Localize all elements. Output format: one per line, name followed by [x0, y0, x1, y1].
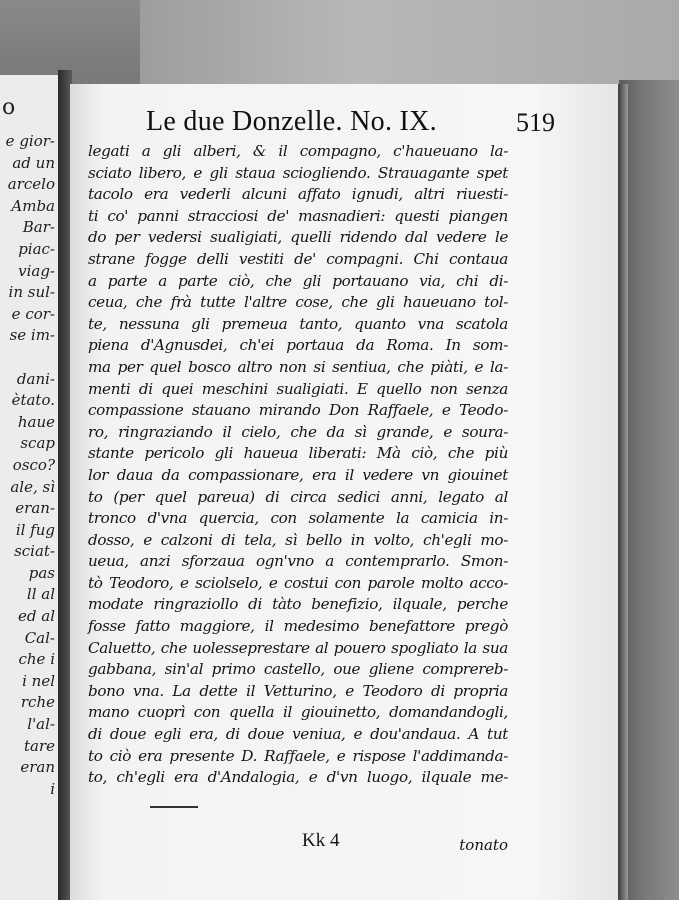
- wooden-board: [140, 0, 679, 90]
- text-line: mano cuoprì con quella il giouinetto, domandandogli,: [88, 703, 508, 722]
- text-line: to, ch'egli era d'Andalogia, e d'vn luogo, ilquale me-: [88, 768, 508, 787]
- left-text-fragment: viag-: [18, 261, 55, 280]
- text-line: to (per quel pareua) di circa sedici anni, legato al: [88, 487, 508, 506]
- text-line: menti di quei meschini sualigiati. E quello non senza: [88, 379, 508, 398]
- text-line: fosse fatto maggiore, il medesimo benefattore pregò: [88, 617, 508, 636]
- left-text-fragment: rche: [20, 693, 55, 712]
- text-line: to ciò era presente D. Raffaele, e rispose l'addimanda-: [88, 746, 508, 765]
- text-line: tronco d'vna quercia, con solamente la camicia in-: [88, 509, 508, 528]
- left-text-fragment: ètato.: [11, 391, 55, 410]
- left-text-fragment: i: [50, 779, 55, 798]
- text-line: strane fogge delli vestiti de' compagni. Chi contaua: [88, 249, 508, 268]
- text-line: modate ringraziollo di tàto benefizio, ilquale, perche: [88, 595, 508, 614]
- left-text-fragment: ale, sì: [10, 477, 55, 496]
- text-line: bono vna. La dette il Vetturino, e Teodoro di propria: [88, 681, 508, 700]
- left-text-fragment: ed al: [18, 607, 55, 626]
- underline-mark: [150, 806, 198, 808]
- catchword: tonato: [459, 836, 508, 854]
- left-text-fragment: [0, 347, 58, 369]
- page-edge: [618, 84, 628, 900]
- left-text-fragment: i nel: [22, 671, 55, 690]
- left-text-fragment: eran-: [15, 499, 55, 518]
- text-line: ma per quel bosco altro non si sentiua, che piàti, e la-: [88, 357, 508, 376]
- text-line: di doue egli era, di doue veniua, e dou'andaua. A tut: [88, 725, 508, 744]
- text-line: te, nessuna gli premeua tanto, quanto vna scatola: [88, 314, 508, 333]
- signature-mark: Kk 4: [302, 830, 340, 851]
- text-line: legati a gli alberi, & il compagno, c'haueuano la-: [88, 142, 508, 160]
- text-line: gabbana, sin'al primo castello, oue gliene comprereb-: [88, 660, 508, 679]
- left-text-fragment: l'al-: [27, 715, 55, 734]
- left-text-fragment: e gior-: [5, 132, 55, 150]
- page-number: 519: [516, 108, 555, 137]
- left-text-fragment: osco?: [12, 455, 55, 474]
- text-line: do per vedersi sualigiati, quelli ridendo dal vedere le: [88, 228, 508, 247]
- left-page-text: [0, 131, 58, 800]
- text-line: compassione stauano mirando Don Raffaele, e Teodo-: [88, 401, 508, 420]
- body-text: [88, 141, 508, 789]
- text-line: tò Teodoro, e sciolselo, e costui con parole molto acco-: [88, 573, 508, 592]
- running-title: Le due Donzelle. No. IX.: [146, 106, 437, 137]
- text-line: a parte a parte ciò, che gli portauano via, chi di-: [88, 271, 508, 290]
- left-text-fragment: dani-: [16, 369, 55, 388]
- text-line: stante pericolo gli haueua liberati: Mà ciò, che più: [88, 444, 508, 463]
- text-line: Caluetto, che uolesseprestare al pouero spogliato la sua: [88, 638, 508, 657]
- left-text-fragment: scap: [20, 434, 55, 453]
- text-line: ceua, che frà tutte l'altre cose, che gli haueuano tol-: [88, 293, 508, 312]
- left-text-fragment: ll al: [26, 585, 55, 604]
- left-text-fragment: tare: [23, 736, 55, 755]
- text-line: piena d'Agnusdei, ch'ei portaua da Roma. In som-: [88, 336, 508, 355]
- book-cover-edge: [619, 80, 679, 900]
- text-line: ro, ringraziando il cielo, che da sì grande, e soura-: [88, 422, 508, 441]
- left-text-fragment: eran: [20, 758, 55, 777]
- left-text-fragment: pas: [28, 563, 55, 582]
- text-line: ueua, anzi sforzaua ogn'vno a contemprarlo. Smon-: [88, 552, 508, 571]
- left-text-fragment: Bar-: [22, 218, 55, 237]
- left-text-fragment: in sul-: [8, 283, 55, 302]
- text-line: sciato libero, e gli staua sciogliendo. Strauagante spet: [88, 163, 508, 182]
- left-text-fragment: Cal-: [24, 628, 55, 647]
- text-line: lor daua da compassionare, era il vedere vn giouinet: [88, 465, 508, 484]
- left-text-fragment: piac-: [18, 239, 55, 258]
- left-page-number: o: [2, 95, 16, 120]
- left-text-fragment: arcelo: [7, 175, 55, 194]
- left-facing-page: [0, 75, 61, 900]
- text-line: tacolo era vederli alcuni affato ignudi, altri riuesti-: [88, 185, 508, 204]
- page-footer: [88, 828, 508, 858]
- page-header: [146, 106, 555, 142]
- left-text-fragment: Amba: [11, 196, 55, 215]
- left-text-fragment: che i: [18, 650, 55, 669]
- left-text-fragment: il fug: [15, 520, 55, 539]
- left-text-fragment: sciat-: [14, 542, 55, 561]
- left-text-fragment: haue: [17, 412, 55, 431]
- left-text-fragment: e cor-: [11, 304, 55, 323]
- text-line: dosso, e calzoni di tela, sì bello in volto, ch'egli mo-: [88, 530, 508, 549]
- left-text-fragment: ad un: [12, 153, 55, 172]
- text-line: ti co' panni stracciosi de' masnadieri: questi piangen: [88, 206, 508, 225]
- left-text-fragment: se im-: [9, 326, 55, 345]
